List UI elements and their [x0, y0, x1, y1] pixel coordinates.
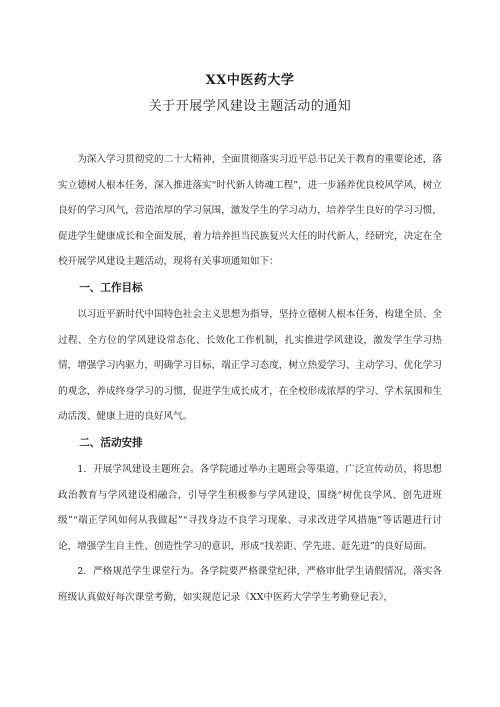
document-body	[58, 147, 442, 611]
section-heading-goals: 一、工作目标	[79, 281, 143, 294]
university-title: XX中医药大学	[205, 73, 295, 88]
arrangement-item-1: 1．开展学风建设主题班会。各学院通过举办主题班会等渠道，广泛宣传动员，将思想政治教育与学风建设相融合，引导学生积极参与学风建设，围绕“树优良学风、创先进班级”“端正学风如何从我做起”“寻找身边不良学习现象、寻求改进学风措施”等话题进行讨论，增强学生自主性、创造性学习的意识，形成“找差距、学先进、赶先进”的良好局面。	[58, 463, 442, 552]
section-heading-arrangements: 二、活动安排	[79, 436, 143, 449]
arrangement-item-2: 2．严格规范学生课堂行为。各学院要严格课堂纪律，严格审批学生请假情况，落实各班级认真做好每次课堂考勤，如实规范记录《XX中医药大学学生考勤登记表》，	[58, 566, 442, 603]
document-title-block	[0, 68, 500, 120]
goals-paragraph: 以习近平新时代中国特色社会主义思想为指导，坚持立德树人根本任务，构建全员、全过程、全方位的学风建设常态化、长效化工作机制，扎实推进学风建设，激发学生学习热情，增强学习内驱力，明确学习目标，端正学习态度，树立热爱学习、主动学习、优化学习的观念，养成终身学习的习惯，促进学生成长成才，在全校形成浓厚的学习、学术氛围和生动活泼、健康上进的良好风气。	[58, 308, 442, 423]
intro-paragraph: 为深入学习贯彻党的二十大精神，全面贯彻落实习近平总书记关于教育的重要论述，落实立德树人根本任务，深入推进落实“时代新人铸魂工程”，进一步涵养优良校风学风，树立良好的学习风气，营造浓厚的学习氛围，激发学生的学习动力，培养学生良好的学习习惯，促进学生健康成长和全面发展，着力培养担当民族复兴大任的时代新人，经研究，决定在全校开展学风建设主题活动，现将有关事项通知如下：	[58, 154, 442, 268]
notice-title: 关于开展学风建设主题活动的通知	[148, 99, 352, 114]
